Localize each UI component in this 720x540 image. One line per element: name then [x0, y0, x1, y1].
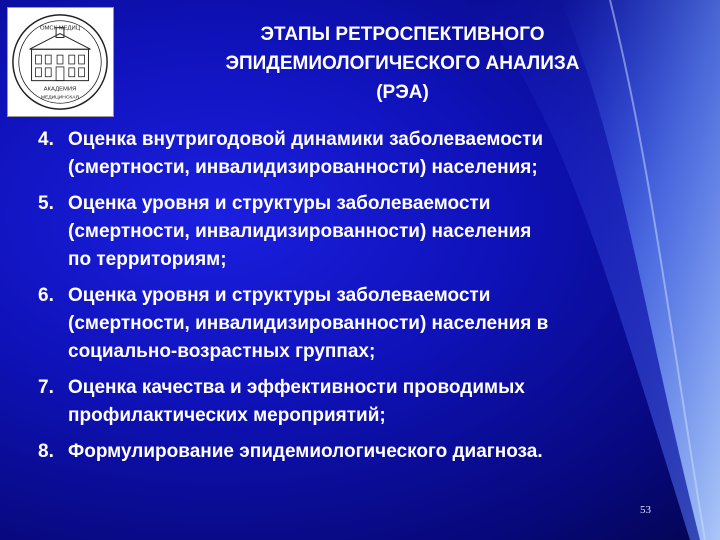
title-line-1: ЭТАПЫ РЕТРОСПЕКТИВНОГО [260, 24, 545, 45]
item-text-line: (смертности, инвалидизированности) населения в [68, 313, 549, 334]
list-item-5 [38, 190, 698, 274]
stages-list [38, 126, 698, 474]
item-number: 8. [38, 441, 54, 462]
academy-building-emblem-icon [8, 8, 113, 116]
item-number: 6. [38, 285, 54, 306]
svg-text:ОМСК МЕДИЦ: ОМСК МЕДИЦ [39, 25, 81, 32]
item-text-line: (смертности, инвалидизированности) населения [68, 221, 532, 242]
item-text-line: по территориям; [68, 249, 227, 270]
item-text-line: Оценка уровня и структуры заболеваемости [68, 193, 491, 214]
list-item-4 [38, 126, 698, 182]
academy-logo [7, 7, 114, 117]
svg-text:АКАДЕМИЯ: АКАДЕМИЯ [43, 86, 77, 93]
item-text-line: Оценка внутригодовой динамики заболеваемости [68, 129, 544, 150]
item-number: 5. [38, 193, 54, 214]
item-text-line: профилактических мероприятий; [68, 405, 386, 426]
svg-text:МЕДИЦИНСКАЯ: МЕДИЦИНСКАЯ [41, 95, 80, 101]
item-text-line: Оценка уровня и структуры заболеваемости [68, 285, 491, 306]
slide-title [130, 20, 675, 107]
item-number: 7. [38, 377, 54, 398]
title-line-2: ЭПИДЕМИОЛОГИЧЕСКОГО АНАЛИЗА [225, 53, 580, 74]
item-text-line: Оценка качества и эффективности проводимых [68, 377, 525, 398]
item-number: 4. [38, 129, 54, 150]
item-text-line: Формулирование эпидемиологического диагноза. [68, 441, 543, 462]
list-item-6 [38, 282, 698, 366]
list-item-8 [38, 438, 698, 466]
page-number: 53 [640, 504, 651, 516]
item-text-line: социально-возрастных группах; [68, 341, 376, 362]
item-text-line: (смертности, инвалидизированности) населения; [68, 157, 538, 178]
list-item-7 [38, 374, 698, 430]
title-line-3: (РЭА) [376, 82, 429, 103]
